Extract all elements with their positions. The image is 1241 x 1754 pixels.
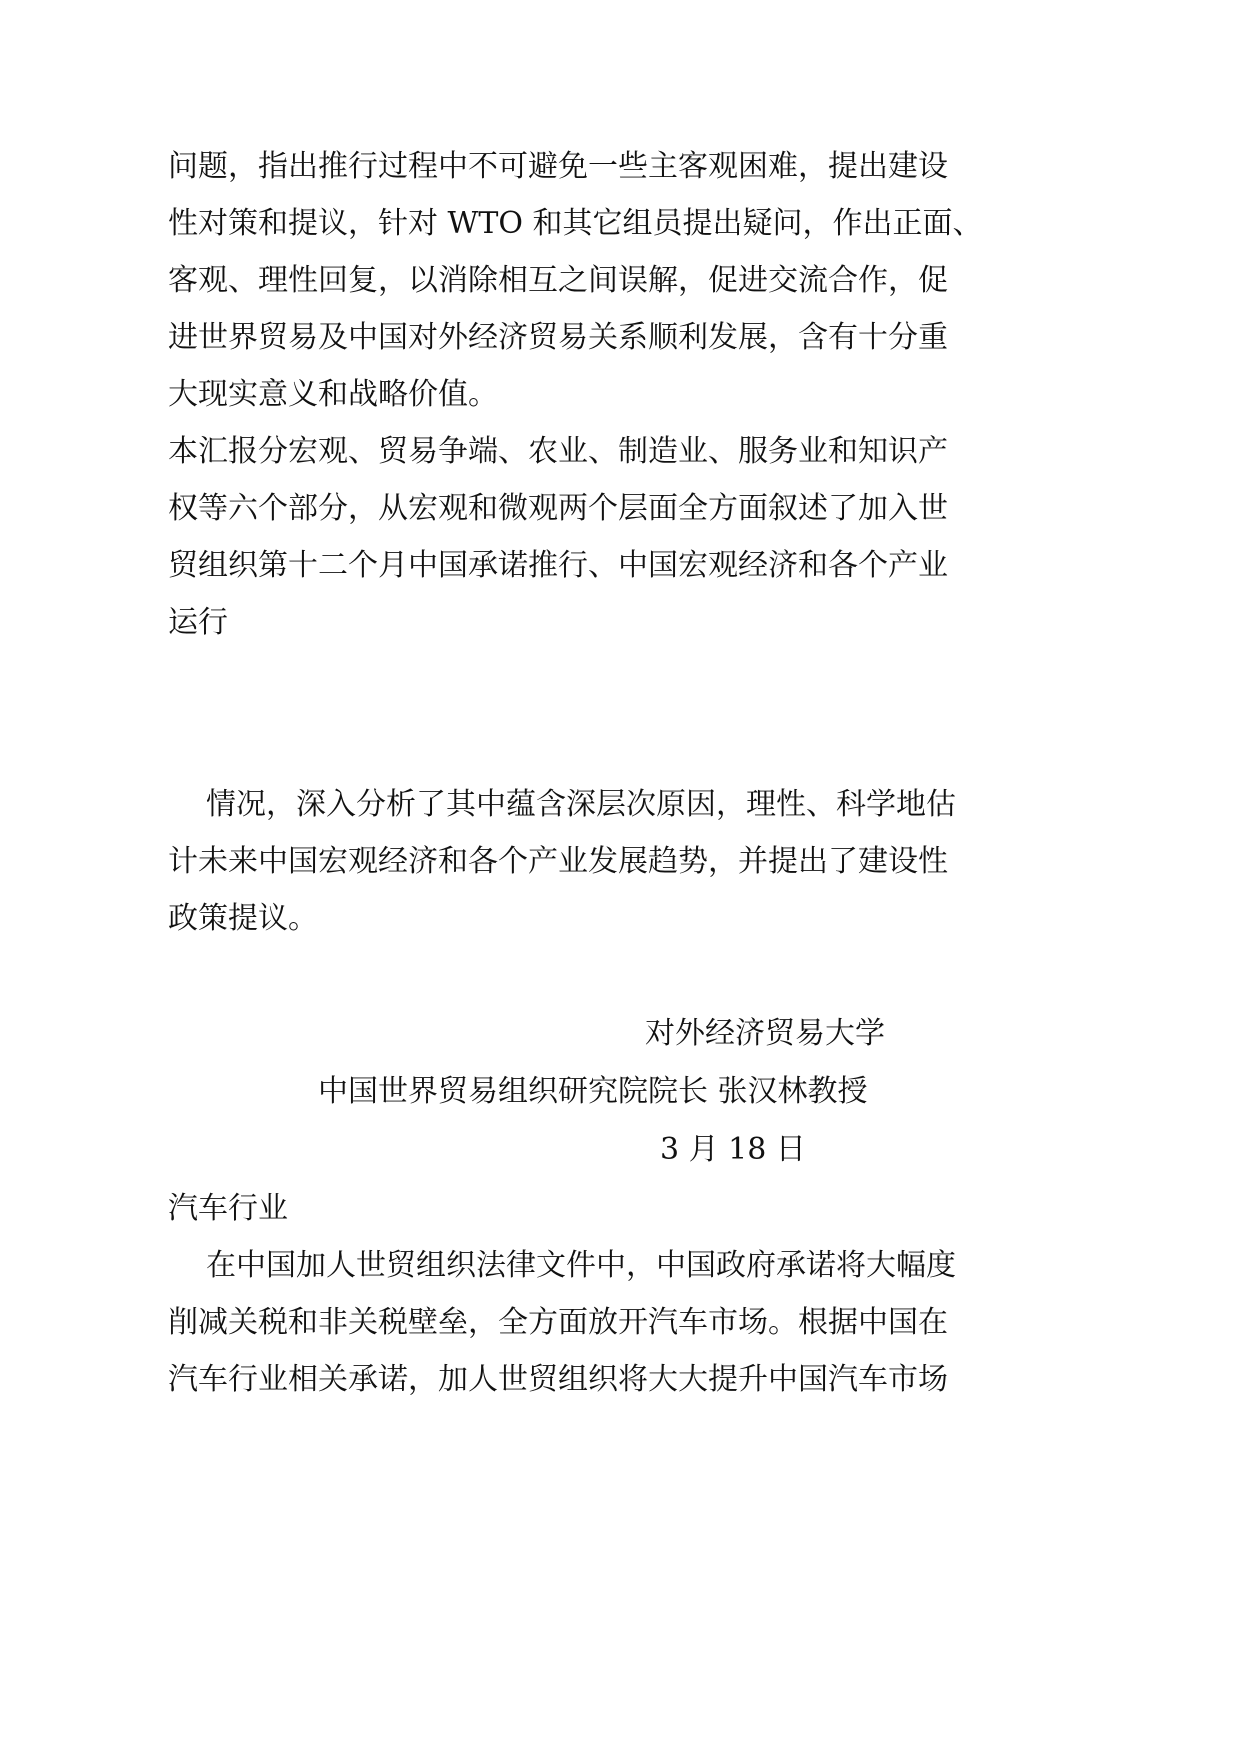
text-line: 问题，指出推行过程中不可避免一些主客观困难，提出建设 [168, 149, 948, 184]
text-line: 贸组织第十二个月中国承诺推行、中国宏观经济和各个产业 [168, 548, 948, 583]
text-line: 进世界贸易及中国对外经济贸易关系顺利发展，含有十分重 [168, 320, 948, 355]
text-line: 汽车行业相关承诺，加人世贸组织将大大提升中国汽车市场 [168, 1362, 948, 1397]
text-line: 权等六个部分，从宏观和微观两个层面全方面叙述了加入世 [168, 491, 948, 526]
text-line: 削减关税和非关税壁垒，全方面放开汽车市场。根据中国在 [168, 1305, 948, 1340]
paragraph-analysis [168, 776, 956, 947]
signature-institution: 对外经济贸易大学 [645, 1016, 885, 1051]
signature-date: 3 月 18 日 [660, 1132, 806, 1167]
text-line: 在中国加人世贸组织法律文件中，中国政府承诺将大幅度 [206, 1248, 956, 1283]
text-line: 客观、理性回复，以消除相互之间误解，促进交流合作，促 [168, 263, 948, 298]
paragraph-report-summary [168, 423, 948, 651]
text-line: 计未来中国宏观经济和各个产业发展趋势，并提出了建设性 [168, 844, 948, 879]
text-line: 情况，深入分析了其中蕴含深层次原因，理性、科学地估 [206, 787, 956, 822]
section-automotive [168, 1180, 956, 1408]
paragraph-intro [168, 138, 983, 423]
text-line: 性对策和提议，针对 WTO 和其它组员提出疑问，作出正面、 [168, 206, 983, 241]
text-line: 政策提议。 [168, 901, 318, 936]
signature-author: 中国世界贸易组织研究院院长 张汉林教授 [318, 1074, 868, 1109]
section-heading: 汽车行业 [168, 1191, 288, 1226]
text-line: 大现实意义和战略价值。 [168, 377, 498, 412]
text-line: 本汇报分宏观、贸易争端、农业、制造业、服务业和知识产 [168, 434, 948, 469]
text-line: 运行 [168, 605, 228, 640]
